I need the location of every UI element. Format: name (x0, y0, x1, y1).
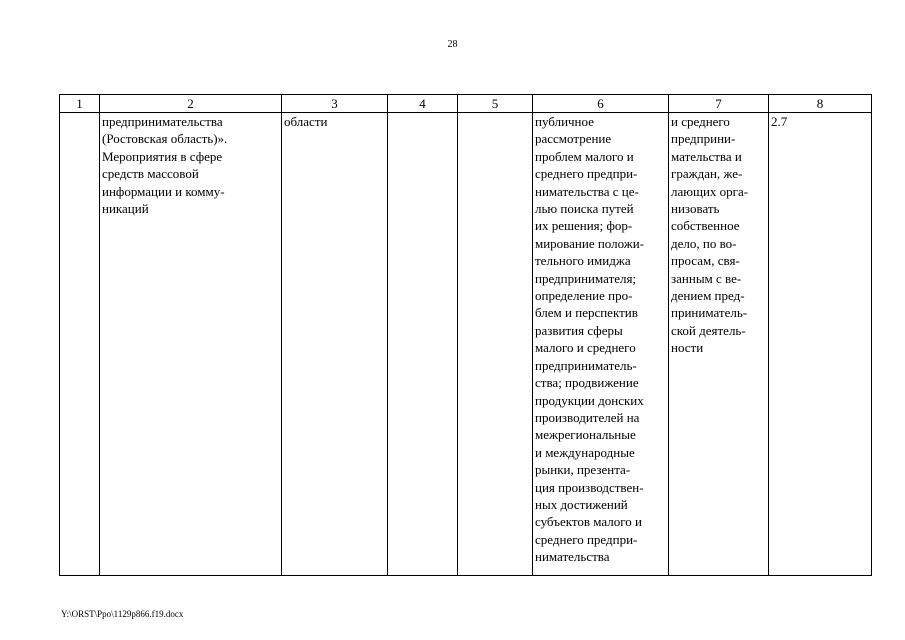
table-cell (100, 113, 282, 576)
cell-text-line: рынки, презента- (535, 462, 631, 478)
cell-text-line: блем и перспектив (535, 305, 638, 321)
column-header: 3 (282, 95, 388, 113)
cell-text-line: нимательства с це- (535, 183, 639, 199)
cell-text-line: среднего предпри- (535, 166, 638, 182)
cell-text-line: производителей на (535, 409, 640, 425)
document-table (59, 94, 872, 576)
column-header: 5 (458, 95, 533, 113)
cell-text-line: никаций (102, 201, 149, 217)
table-header-row (60, 95, 872, 113)
cell-text-line: дением пред- (671, 288, 745, 304)
column-header: 1 (60, 95, 100, 113)
cell-text-line: мательства и (671, 148, 742, 164)
cell-text-line: рассмотрение (535, 131, 612, 147)
table-row (60, 113, 872, 576)
cell-text-line: дело, по во- (671, 235, 737, 251)
column-header: 2 (100, 95, 282, 113)
cell-text-line: тельного имиджа (535, 253, 631, 269)
column-header: 8 (769, 95, 872, 113)
cell-text-line: ской деятель- (671, 322, 746, 338)
table-cell (388, 113, 458, 576)
table-cell (282, 113, 388, 576)
cell-text-line: и международные (535, 444, 635, 460)
table-cell (669, 113, 769, 576)
cell-text-line: ция производствен- (535, 479, 644, 495)
cell-text-line: области (284, 114, 328, 129)
cell-text-line: собственное (671, 218, 740, 234)
cell-text-line: определение про- (535, 288, 633, 304)
cell-text-line: предприни- (671, 131, 736, 147)
cell-text-line: информации и комму- (102, 183, 225, 199)
table-cell (533, 113, 669, 576)
cell-text-line: предпринимательства (102, 114, 223, 129)
cell-text-line: продукции донских (535, 392, 644, 408)
cell-text-line: мирование положи- (535, 235, 645, 251)
cell-text-line: субъектов малого и (535, 514, 642, 530)
cell-text-line: граждан, же- (671, 166, 743, 182)
cell-text-line: развития сферы (535, 322, 623, 338)
cell-text-line: их решения; фор- (535, 218, 633, 234)
cell-text-line: и среднего (671, 114, 730, 129)
table-cell (458, 113, 533, 576)
cell-text-line: ства; продвижение (535, 375, 639, 391)
column-header: 6 (533, 95, 669, 113)
column-header: 4 (388, 95, 458, 113)
cell-text-line: среднего предпри- (535, 531, 638, 547)
cell-text-line: ных достижений (535, 496, 628, 512)
cell-text-line: предпринимателя; (535, 270, 637, 286)
cell-text-line: предприниматель- (535, 357, 637, 373)
cell-text-line: ности (671, 340, 704, 356)
cell-text-line: межрегиональные (535, 427, 636, 443)
table-cell (60, 113, 100, 576)
column-header: 7 (669, 95, 769, 113)
cell-text-line: лающих орга- (671, 183, 749, 199)
cell-text-line: публичное (535, 114, 594, 129)
footer-file-path: Y:\ORST\Ppo\1129p866.f19.docx (61, 609, 184, 619)
cell-text-line: средств массовой (102, 166, 199, 182)
cell-text-line: малого и среднего (535, 340, 636, 356)
cell-text-line: низовать (671, 201, 720, 217)
cell-text-line: лью поиска путей (535, 201, 634, 217)
cell-text-line: приниматель- (671, 305, 748, 321)
table-cell (769, 113, 872, 576)
cell-text-line: 2.7 (771, 114, 788, 129)
cell-text-line: просам, свя- (671, 253, 740, 269)
cell-text-line: проблем малого и (535, 148, 634, 164)
cell-text-line: занным с ве- (671, 270, 742, 286)
cell-text-line: нимательства (535, 549, 610, 565)
cell-text-line: (Ростовская область)». (102, 131, 228, 147)
page-number: 28 (447, 39, 458, 50)
cell-text-line: Мероприятия в сфере (102, 148, 223, 164)
